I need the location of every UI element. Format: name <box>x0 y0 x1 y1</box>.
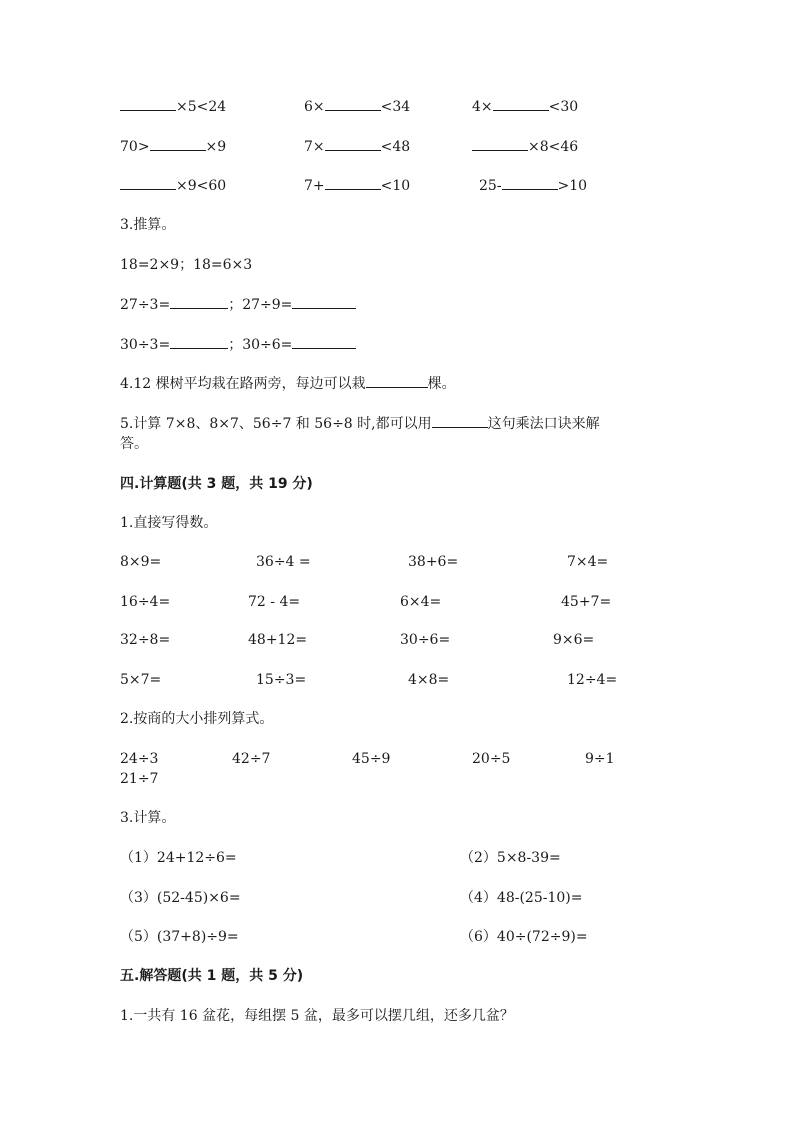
question-5-line2: 答。 <box>120 436 148 452</box>
mental-calc-item: 30÷6= <box>400 632 451 648</box>
word-problem: 1.一共有 16 盆花，每组摆 5 盆，最多可以摆几组，还多几盆？ <box>120 1008 514 1024</box>
deduce-line-2: 30÷3= ；30÷6= <box>120 336 356 354</box>
compare-r1-a: ×5<24 <box>120 98 226 116</box>
mental-calc-item: 36÷4 = <box>256 554 311 570</box>
answer-blank[interactable] <box>502 177 558 190</box>
mental-calc-item: 48+12= <box>248 632 308 648</box>
question-5: 5.计算 7×8、8×7、56÷7 和 56÷8 时,都可以用 这句乘法口诀来解 <box>120 416 600 432</box>
question-title: 3.推算。 <box>120 217 176 233</box>
compare-r1-b: 6× <34 <box>304 99 411 115</box>
question-title: 3.计算。 <box>120 810 176 826</box>
mental-calc-item: 15÷3= <box>256 672 307 688</box>
answer-blank[interactable] <box>493 98 549 111</box>
sort-item: 21÷7 <box>120 771 159 787</box>
answer-blank[interactable] <box>120 177 176 190</box>
answer-blank[interactable] <box>120 98 176 111</box>
mental-calc-item: 32÷8= <box>120 632 171 648</box>
deduce-line-1: 27÷3= ；27÷9= <box>120 296 356 314</box>
mental-calc-item: 72 - 4= <box>248 594 301 610</box>
mental-calc-item: 9×6= <box>553 632 595 648</box>
calc-item: （6）40÷(72÷9)= <box>460 929 588 945</box>
section-heading: 五.解答题(共 1 题，共 5 分) <box>120 968 304 984</box>
answer-blank[interactable] <box>366 375 428 388</box>
sort-item: 42÷7 <box>232 751 271 767</box>
compare-r3-b: 7+ <10 <box>304 178 411 194</box>
compare-r1-c: 4× <30 <box>472 99 579 115</box>
sort-item: 45÷9 <box>352 751 391 767</box>
answer-blank[interactable] <box>325 177 381 190</box>
answer-blank[interactable] <box>325 138 381 151</box>
compare-r3-c: 25- >10 <box>479 178 588 194</box>
answer-blank[interactable] <box>170 296 228 309</box>
mental-calc-item: 6×4= <box>400 594 442 610</box>
sort-item: 24÷3 <box>120 751 159 767</box>
question-title: 1.直接写得数。 <box>120 515 218 531</box>
mental-calc-item: 12÷4= <box>567 672 618 688</box>
mental-calc-item: 5×7= <box>120 672 162 688</box>
answer-blank[interactable] <box>472 138 528 151</box>
calc-item: （1）24+12÷6= <box>120 850 237 866</box>
mental-calc-item: 7×4= <box>567 554 609 570</box>
question-4: 4.12 棵树平均栽在路两旁，每边可以栽 棵。 <box>120 376 456 392</box>
calc-item: （2）5×8-39= <box>460 850 561 866</box>
calc-item: （5）(37+8)÷9= <box>120 929 239 945</box>
answer-blank[interactable] <box>170 336 228 349</box>
mental-calc-item: 8×9= <box>120 554 162 570</box>
mental-calc-item: 16÷4= <box>120 594 171 610</box>
compare-r2-a: 70> ×9 <box>120 139 227 155</box>
mental-calc-item: 4×8= <box>408 672 450 688</box>
answer-blank[interactable] <box>292 336 356 349</box>
compare-r2-b: 7× <48 <box>304 139 411 155</box>
sort-item: 9÷1 <box>585 751 615 767</box>
answer-blank[interactable] <box>432 415 488 428</box>
given-equation: 18=2×9；18=6×3 <box>120 257 253 273</box>
compare-r2-c: ×8<46 <box>472 138 578 156</box>
mental-calc-item: 45+7= <box>561 594 612 610</box>
answer-blank[interactable] <box>150 138 206 151</box>
calc-item: （3）(52-45)×6= <box>120 890 241 906</box>
section-heading: 四.计算题(共 3 题，共 19 分) <box>120 476 313 492</box>
sort-item: 20÷5 <box>472 751 511 767</box>
question-title: 2.按商的大小排列算式。 <box>120 711 274 727</box>
compare-r3-a: ×9<60 <box>120 177 226 195</box>
mental-calc-item: 38+6= <box>408 554 459 570</box>
calc-item: （4）48-(25-10)= <box>460 890 583 906</box>
answer-blank[interactable] <box>292 296 356 309</box>
answer-blank[interactable] <box>325 98 381 111</box>
